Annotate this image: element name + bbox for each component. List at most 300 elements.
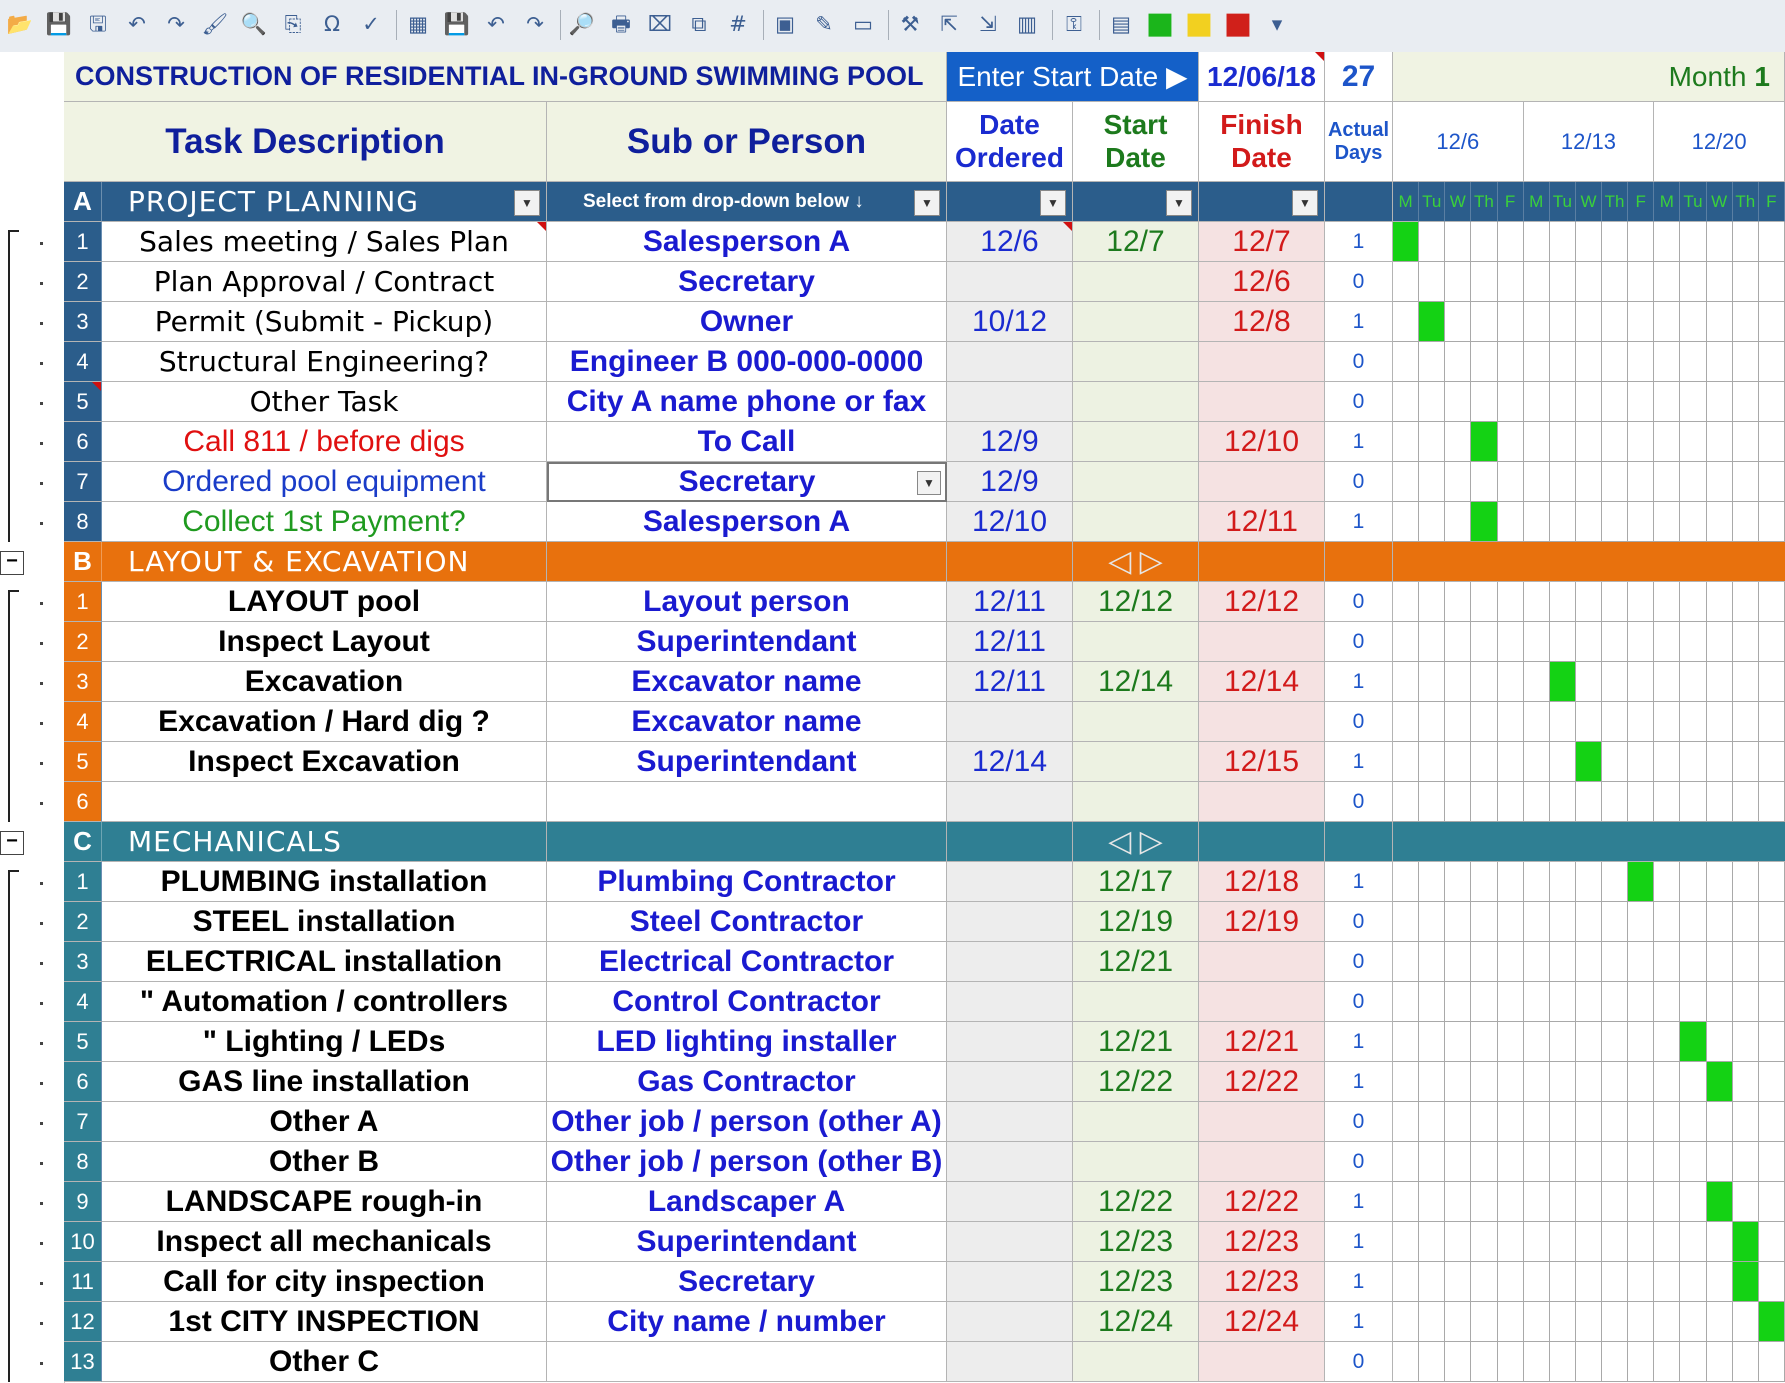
row-number: 12	[64, 1302, 102, 1342]
gantt-cell	[1602, 742, 1628, 782]
export-icon[interactable]: ⇱	[940, 11, 958, 36]
finish-date[interactable]: 12/24	[1199, 1302, 1325, 1342]
start-date[interactable]	[1073, 302, 1199, 342]
finish-date[interactable]: 12/22	[1199, 1062, 1325, 1102]
gantt-cell	[1445, 862, 1471, 902]
finish-date[interactable]	[1199, 942, 1325, 982]
finish-date[interactable]	[1199, 702, 1325, 742]
date-ordered[interactable]: 12/6	[947, 222, 1073, 262]
gantt-cell	[1759, 1342, 1785, 1382]
finish-date[interactable]	[1199, 1102, 1325, 1142]
undo-icon[interactable]: ↶	[487, 11, 505, 36]
copy-icon[interactable]: ⎘	[284, 11, 302, 36]
actual-days: 0	[1325, 342, 1393, 382]
gantt-cell	[1759, 862, 1785, 902]
gantt-cell	[1524, 302, 1550, 342]
sub-or-person[interactable]: Superintendant	[547, 742, 947, 782]
undo-icon[interactable]: ↶	[128, 11, 146, 36]
print-icon[interactable]: 🖶	[611, 11, 631, 36]
gantt-bar	[1733, 1262, 1759, 1302]
task-description[interactable]: " Lighting / LEDs	[102, 1022, 547, 1062]
filter-dropdown-button[interactable]: ▼	[1166, 190, 1192, 216]
finish-date[interactable]: 12/21	[1199, 1022, 1325, 1062]
sub-or-person[interactable]: Other job / person (other A)	[547, 1102, 947, 1142]
task-description[interactable]: LANDSCAPE rough-in	[102, 1182, 547, 1222]
save-as-icon[interactable]: 🖫	[89, 11, 107, 36]
date-ordered[interactable]	[947, 262, 1073, 302]
task-description[interactable]: PLUMBING installation	[102, 862, 547, 902]
sub-or-person[interactable]: Salesperson A	[547, 502, 947, 542]
start-date[interactable]: 12/22	[1073, 1062, 1199, 1102]
task-description[interactable]: Other Task	[102, 382, 547, 422]
sub-or-person[interactable]: Secretary	[547, 462, 947, 502]
row-number: 11	[64, 1262, 102, 1302]
task-description[interactable]: Call for city inspection	[102, 1262, 547, 1302]
import-icon[interactable]: ⇲	[979, 11, 997, 36]
column-header-start-line: Date	[1105, 141, 1166, 173]
gantt-cell	[1602, 1022, 1628, 1062]
gantt-cell	[1498, 342, 1524, 382]
sub-or-person[interactable]: Plumbing Contractor	[547, 862, 947, 902]
gantt-cell	[1733, 942, 1759, 982]
date-ordered[interactable]	[947, 1342, 1073, 1382]
gantt-cell	[1680, 1062, 1707, 1102]
redo-icon[interactable]: ↷	[167, 11, 185, 36]
date-ordered[interactable]	[947, 1262, 1073, 1302]
gantt-cell	[1471, 902, 1498, 942]
actual-days: 1	[1325, 222, 1393, 262]
sub-or-person[interactable]: Secretary	[547, 262, 947, 302]
outline-level-dot	[40, 962, 43, 965]
finish-date[interactable]: 12/14	[1199, 662, 1325, 702]
date-ordered[interactable]	[947, 342, 1073, 382]
yellow-square-icon[interactable]: ■	[1184, 6, 1214, 41]
sub-or-person[interactable]: Landscaper A	[547, 1182, 947, 1222]
gantt-cell	[1628, 782, 1654, 822]
gantt-cell	[1524, 462, 1550, 502]
date-ordered[interactable]	[947, 862, 1073, 902]
finish-date[interactable]	[1199, 462, 1325, 502]
gantt-cell	[1419, 262, 1445, 302]
start-date[interactable]: 12/24	[1073, 1302, 1199, 1342]
collapse-group-button[interactable]: −	[0, 831, 24, 855]
gantt-cell	[1498, 582, 1524, 622]
gantt-cell	[1759, 302, 1785, 342]
number-format-icon[interactable]: #	[729, 11, 747, 36]
gantt-cell	[1680, 342, 1707, 382]
gantt-cell	[1628, 1222, 1654, 1262]
start-date[interactable]	[1073, 342, 1199, 382]
gantt-cell	[1419, 1062, 1445, 1102]
save-icon[interactable]: 💾	[45, 11, 73, 36]
outline-level-dot	[40, 602, 43, 605]
date-ordered[interactable]	[947, 902, 1073, 942]
insert-chart-icon[interactable]: ▦	[408, 11, 428, 36]
comment-marker	[1063, 222, 1072, 231]
brush-icon[interactable]: ✎	[815, 11, 833, 36]
outline-level-dot	[40, 442, 43, 445]
gantt-cell	[1576, 302, 1602, 342]
format-painter-icon[interactable]: 🖌	[201, 11, 229, 36]
gantt-bar	[1733, 1222, 1759, 1262]
gantt-cell	[1471, 1182, 1498, 1222]
zoom-icon[interactable]: 🔎	[568, 11, 596, 36]
start-date[interactable]	[1073, 382, 1199, 422]
start-date[interactable]: 12/17	[1073, 862, 1199, 902]
copy-sheet-icon[interactable]: ⧉	[691, 11, 707, 36]
task-description[interactable]: Plan Approval / Contract	[102, 262, 547, 302]
gantt-cell	[1654, 1142, 1680, 1182]
date-ordered[interactable]	[947, 1102, 1073, 1142]
filter-dropdown-button[interactable]: ▼	[1040, 190, 1066, 216]
sub-or-person[interactable]: City name / number	[547, 1302, 947, 1342]
row-number: 5	[64, 1022, 102, 1062]
gantt-cell	[1602, 1182, 1628, 1222]
gantt-cell	[1602, 382, 1628, 422]
finish-date[interactable]	[1199, 782, 1325, 822]
sub-or-person[interactable]: Superintendant	[547, 622, 947, 662]
gantt-cell	[1393, 262, 1419, 302]
gantt-cell	[1498, 302, 1524, 342]
start-date[interactable]: 12/22	[1073, 1182, 1199, 1222]
start-date[interactable]	[1073, 1142, 1199, 1182]
gantt-bar	[1707, 1062, 1733, 1102]
toolbar-separator	[888, 10, 889, 40]
finish-date[interactable]	[1199, 342, 1325, 382]
sub-or-person[interactable]: Gas Contractor	[547, 1062, 947, 1102]
date-ordered[interactable]: 12/14	[947, 742, 1073, 782]
task-description[interactable]: STEEL installation	[102, 902, 547, 942]
start-date[interactable]	[1073, 502, 1199, 542]
gantt-cell	[1733, 262, 1759, 302]
gantt-cell	[1628, 622, 1654, 662]
filter-dropdown-button[interactable]: ▼	[914, 190, 940, 216]
start-date[interactable]	[1073, 262, 1199, 302]
task-description[interactable]: 1st CITY INSPECTION	[102, 1302, 547, 1342]
sub-or-person[interactable]: Superintendant	[547, 1222, 947, 1262]
start-date[interactable]: 12/23	[1073, 1262, 1199, 1302]
filter-dropdown-button[interactable]: ▼	[514, 190, 540, 216]
gantt-cell	[1445, 1262, 1471, 1302]
briefcase-icon[interactable]: ▥	[1017, 11, 1037, 36]
gantt-cell	[1393, 1342, 1419, 1382]
date-ordered[interactable]	[947, 982, 1073, 1022]
sub-or-person[interactable]: To Call	[547, 422, 947, 462]
gantt-cell	[1602, 622, 1628, 662]
date-ordered[interactable]	[947, 382, 1073, 422]
key-icon[interactable]: ⚿	[1066, 11, 1082, 36]
enter-start-date-label[interactable]: Enter Start Date ▶	[947, 52, 1199, 102]
finish-date[interactable]	[1199, 982, 1325, 1022]
row-number: 8	[64, 1142, 102, 1182]
task-description[interactable]: Sales meeting / Sales Plan	[102, 222, 547, 262]
outline-level-dot	[40, 1362, 43, 1365]
sub-or-person[interactable]: Salesperson A	[547, 222, 947, 262]
gantt-cell	[1759, 582, 1785, 622]
section-name: PROJECT PLANNING	[102, 182, 547, 222]
gantt-cell	[1602, 1102, 1628, 1142]
gantt-cell	[1733, 1302, 1759, 1342]
finish-date[interactable]: 12/22	[1199, 1182, 1325, 1222]
save-icon[interactable]: 💾	[443, 11, 471, 36]
finish-date[interactable]: 12/11	[1199, 502, 1325, 542]
date-ordered[interactable]: 12/9	[947, 422, 1073, 462]
gantt-cell	[1576, 1062, 1602, 1102]
gantt-cell	[1550, 1142, 1576, 1182]
date-ordered[interactable]	[947, 1142, 1073, 1182]
gantt-cell	[1654, 502, 1680, 542]
actual-days: 1	[1325, 862, 1393, 902]
sub-or-person[interactable]: Steel Contractor	[547, 902, 947, 942]
finish-date[interactable]: 12/23	[1199, 1222, 1325, 1262]
gantt-cell	[1628, 1262, 1654, 1302]
person-dropdown-button[interactable]: ▼	[917, 471, 941, 495]
date-ordered[interactable]	[947, 1062, 1073, 1102]
gantt-cell	[1393, 502, 1419, 542]
date-ordered[interactable]	[947, 1222, 1073, 1262]
gantt-cell	[1419, 622, 1445, 662]
date-ordered[interactable]: 12/11	[947, 662, 1073, 702]
task-description[interactable]: Structural Engineering?	[102, 342, 547, 382]
date-ordered[interactable]	[947, 1182, 1073, 1222]
start-date[interactable]	[1073, 622, 1199, 662]
task-description[interactable]	[102, 782, 547, 822]
outline-level-dot	[40, 1202, 43, 1205]
gantt-bar	[1707, 1182, 1733, 1222]
gantt-cell	[1550, 1022, 1576, 1062]
row-number: 10	[64, 1222, 102, 1262]
finish-date[interactable]: 12/23	[1199, 1262, 1325, 1302]
sub-or-person[interactable]: Excavator name	[547, 702, 947, 742]
dropdown-icon[interactable]: ▾	[1271, 11, 1283, 36]
task-description[interactable]: Other A	[102, 1102, 547, 1142]
actual-days: 0	[1325, 622, 1393, 662]
start-date[interactable]: 12/19	[1073, 902, 1199, 942]
start-date[interactable]	[1073, 702, 1199, 742]
task-description[interactable]: Inspect Layout	[102, 622, 547, 662]
sub-or-person[interactable]: City A name phone or fax	[547, 382, 947, 422]
start-date[interactable]	[1073, 462, 1199, 502]
gantt-cell	[1550, 302, 1576, 342]
sub-or-person[interactable]: Layout person	[547, 582, 947, 622]
date-ordered[interactable]	[947, 702, 1073, 742]
finish-date[interactable]: 12/7	[1199, 222, 1325, 262]
date-ordered[interactable]: 12/9	[947, 462, 1073, 502]
gantt-cell	[1524, 222, 1550, 262]
task-description[interactable]: Excavation	[102, 662, 547, 702]
filter-dropdown-button[interactable]: ▼	[1292, 190, 1318, 216]
gantt-cell	[1733, 742, 1759, 782]
gantt-cell	[1550, 582, 1576, 622]
gantt-cell	[1759, 1142, 1785, 1182]
finish-date[interactable]: 12/8	[1199, 302, 1325, 342]
open-folder-icon[interactable]: 📂	[6, 11, 34, 36]
toolbar-separator	[763, 10, 764, 40]
gantt-cell	[1445, 982, 1471, 1022]
gantt-cell	[1550, 502, 1576, 542]
image-icon[interactable]: ▣	[775, 11, 795, 36]
task-description[interactable]: Excavation / Hard dig ?	[102, 702, 547, 742]
task-description[interactable]: " Automation / controllers	[102, 982, 547, 1022]
column-header-start-line: Start	[1103, 109, 1168, 141]
redo-icon[interactable]: ↷	[526, 11, 544, 36]
start-date[interactable]	[1073, 982, 1199, 1022]
gantt-bar	[1628, 862, 1654, 902]
gantt-cell	[1680, 1222, 1707, 1262]
gantt-cell	[1471, 382, 1498, 422]
start-date-input[interactable]: 12/06/18	[1199, 52, 1325, 102]
finish-date[interactable]: 12/10	[1199, 422, 1325, 462]
start-date[interactable]: 12/21	[1073, 942, 1199, 982]
actual-days: 0	[1325, 782, 1393, 822]
finish-date[interactable]: 12/12	[1199, 582, 1325, 622]
sub-or-person[interactable]: Electrical Contractor	[547, 942, 947, 982]
row-number: 1	[64, 582, 102, 622]
sub-or-person[interactable]	[547, 782, 947, 822]
sub-or-person[interactable]: Other job / person (other B)	[547, 1142, 947, 1182]
task-description[interactable]: LAYOUT pool	[102, 582, 547, 622]
gantt-cell	[1550, 902, 1576, 942]
gantt-cell	[1680, 1262, 1707, 1302]
start-date[interactable]: 12/23	[1073, 1222, 1199, 1262]
task-description[interactable]: Inspect all mechanicals	[102, 1222, 547, 1262]
gantt-cell	[1498, 982, 1524, 1022]
gantt-cell	[1393, 662, 1419, 702]
row-number: 2	[64, 902, 102, 942]
finish-date[interactable]	[1199, 382, 1325, 422]
spellcheck-icon[interactable]: ✓	[362, 11, 380, 36]
section-letter: A	[64, 182, 102, 222]
gantt-cell	[1654, 1302, 1680, 1342]
finish-date[interactable]	[1199, 1142, 1325, 1182]
date-ordered[interactable]: 10/12	[947, 302, 1073, 342]
date-ordered[interactable]: 12/11	[947, 622, 1073, 662]
green-square-icon[interactable]: ■	[1145, 6, 1175, 41]
start-date[interactable]: 12/7	[1073, 222, 1199, 262]
section-gantt-band	[1393, 542, 1785, 582]
tools-icon[interactable]: ⚒	[900, 11, 920, 36]
gantt-cell	[1654, 1342, 1680, 1382]
task-description[interactable]: Other C	[102, 1342, 547, 1382]
gantt-cell	[1576, 422, 1602, 462]
gantt-cell	[1419, 342, 1445, 382]
print-preview-icon[interactable]: 🔍	[240, 11, 268, 36]
gantt-cell	[1576, 662, 1602, 702]
gantt-cell	[1680, 382, 1707, 422]
start-date[interactable]: 12/21	[1073, 1022, 1199, 1062]
gantt-cell	[1471, 582, 1498, 622]
gantt-cell	[1680, 582, 1707, 622]
finish-date[interactable]: 12/15	[1199, 742, 1325, 782]
task-description[interactable]: Other B	[102, 1142, 547, 1182]
finish-date[interactable]	[1199, 1342, 1325, 1382]
gantt-cell	[1707, 982, 1733, 1022]
gantt-cell	[1602, 662, 1628, 702]
gantt-cell	[1733, 982, 1759, 1022]
sub-or-person[interactable]: Owner	[547, 302, 947, 342]
date-ordered[interactable]: 12/11	[947, 582, 1073, 622]
task-description[interactable]: Ordered pool equipment	[102, 462, 547, 502]
red-square-icon[interactable]: ■	[1223, 6, 1253, 41]
start-date[interactable]	[1073, 422, 1199, 462]
date-ordered[interactable]	[947, 1022, 1073, 1062]
row-number: 13	[64, 1342, 102, 1382]
task-description[interactable]: Call 811 / before digs	[102, 422, 547, 462]
gantt-cell	[1680, 1142, 1707, 1182]
date-ordered[interactable]	[947, 782, 1073, 822]
gantt-cell	[1471, 982, 1498, 1022]
gantt-cell	[1733, 1182, 1759, 1222]
clear-icon[interactable]: ⌧	[647, 11, 673, 36]
calendar-icon[interactable]: ▤	[1111, 11, 1131, 36]
gantt-cell	[1393, 1222, 1419, 1262]
gantt-bar	[1393, 222, 1419, 262]
row-number: 9	[64, 1182, 102, 1222]
start-date[interactable]: 12/12	[1073, 582, 1199, 622]
gantt-cell	[1471, 742, 1498, 782]
start-date[interactable]: 12/14	[1073, 662, 1199, 702]
gantt-cell	[1602, 462, 1628, 502]
finish-date[interactable]	[1199, 622, 1325, 662]
sub-or-person[interactable]	[547, 1342, 947, 1382]
task-description[interactable]: Inspect Excavation	[102, 742, 547, 782]
actual-days: 1	[1325, 1022, 1393, 1062]
finish-date[interactable]: 12/18	[1199, 862, 1325, 902]
date-ordered[interactable]	[947, 1302, 1073, 1342]
gantt-cell	[1393, 862, 1419, 902]
sub-or-person[interactable]: Secretary	[547, 1262, 947, 1302]
section-gantt-band	[1393, 822, 1785, 862]
collapse-group-button[interactable]: −	[0, 551, 24, 575]
gantt-cell	[1654, 1222, 1680, 1262]
gantt-cell	[1550, 742, 1576, 782]
start-date[interactable]	[1073, 782, 1199, 822]
gantt-cell	[1680, 662, 1707, 702]
date-ordered[interactable]: 12/10	[947, 502, 1073, 542]
gantt-cell	[1419, 702, 1445, 742]
finish-date[interactable]: 12/6	[1199, 262, 1325, 302]
task-description[interactable]: GAS line installation	[102, 1062, 547, 1102]
gantt-cell	[1576, 1222, 1602, 1262]
sub-or-person[interactable]: Engineer B 000-000-0000	[547, 342, 947, 382]
gantt-cell	[1419, 742, 1445, 782]
start-date[interactable]	[1073, 1342, 1199, 1382]
omega-symbol-icon[interactable]: Ω	[323, 11, 341, 36]
sub-or-person[interactable]: LED lighting installer	[547, 1022, 947, 1062]
gantt-cell	[1680, 702, 1707, 742]
gantt-cell	[1550, 1102, 1576, 1142]
date-ordered[interactable]	[947, 942, 1073, 982]
task-description[interactable]: Collect 1st Payment?	[102, 502, 547, 542]
gantt-cell	[1602, 902, 1628, 942]
gradient-icon[interactable]: ▭	[853, 11, 873, 36]
gantt-cell	[1759, 1222, 1785, 1262]
task-description[interactable]: Permit (Submit - Pickup)	[102, 302, 547, 342]
gantt-cell	[1550, 782, 1576, 822]
row-number: 1	[64, 862, 102, 902]
sub-or-person[interactable]: Control Contractor	[547, 982, 947, 1022]
sub-or-person[interactable]: Excavator name	[547, 662, 947, 702]
gantt-cell	[1628, 702, 1654, 742]
gantt-week-header: 12/13	[1524, 102, 1655, 182]
gantt-cell	[1680, 1182, 1707, 1222]
task-description[interactable]: ELECTRICAL installation	[102, 942, 547, 982]
start-date[interactable]	[1073, 1102, 1199, 1142]
gantt-cell	[1759, 982, 1785, 1022]
finish-date[interactable]: 12/19	[1199, 902, 1325, 942]
start-date[interactable]	[1073, 742, 1199, 782]
gantt-cell	[1576, 262, 1602, 302]
